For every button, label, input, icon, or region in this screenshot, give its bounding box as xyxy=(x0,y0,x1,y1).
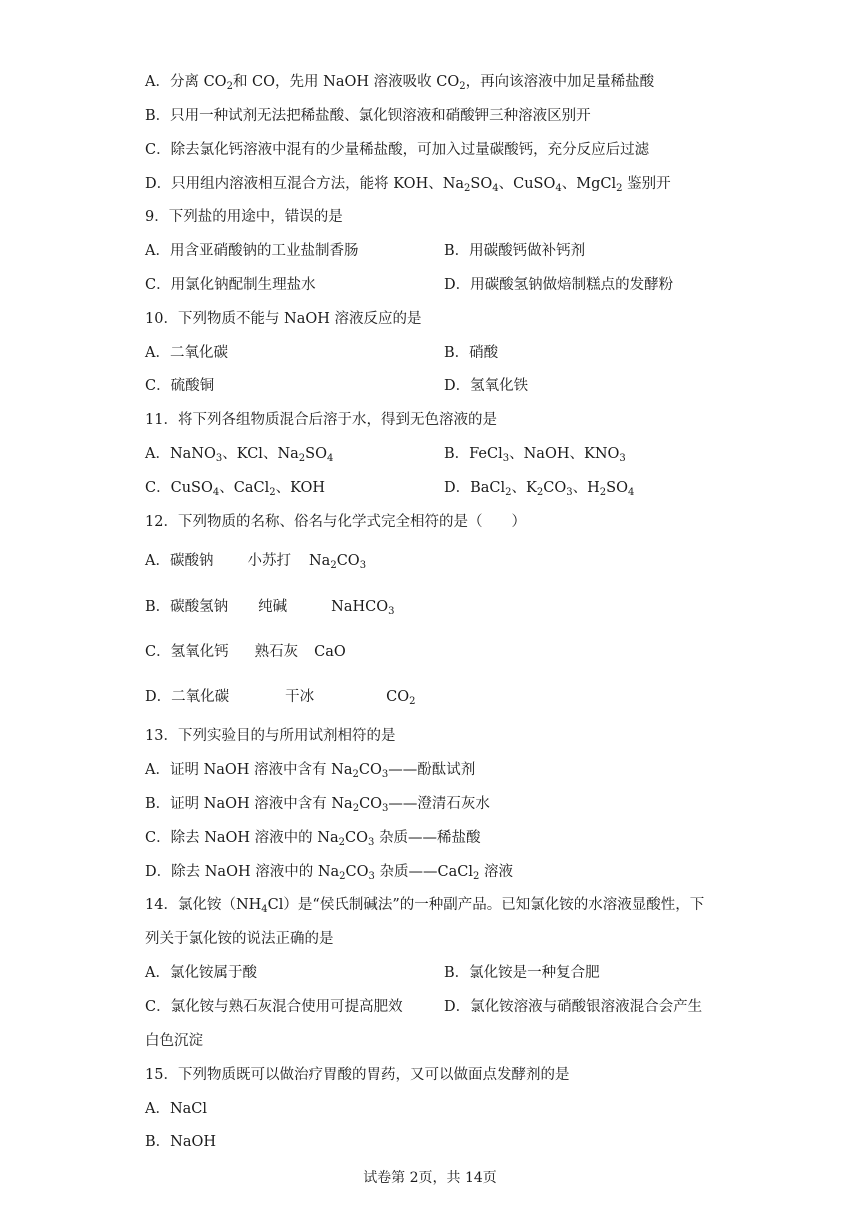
page-footer: 试卷第 2页，共 14页 xyxy=(363,1170,497,1186)
q12-option-d: D．二氧化碳 干冰 $CO_2$ xyxy=(145,689,416,707)
q12-option-a: A．碳酸钠 小苏打 $Na_2CO_3$ xyxy=(145,553,367,571)
q11-option-a: A．NaNO$_3$、KCl、$Na_2SO_4$ xyxy=(145,446,334,464)
q9-option-a: A．用含亚硝酸钠的工业盐制香肠 xyxy=(145,243,359,259)
q11-option-c: C．CuSO$_4$、CaCl$_2$、KOH xyxy=(145,480,326,498)
q15-option-a: A．NaCl xyxy=(145,1101,208,1117)
q14-option-c: C．氯化铵与熟石灰混合使用可提高肥效 xyxy=(145,999,403,1015)
q13-option-b: B．证明 NaOH 溶液中含有 $Na_2CO_3——$澄清石灰水 xyxy=(145,796,490,814)
q13-option-d: D．除去 NaOH 溶液中的 $Na_2CO_3$ 杂质——CaCl$_2$ 溶液 xyxy=(145,864,513,882)
q14-stem-line2: 列关于氯化铵的说法正确的是 xyxy=(145,931,334,947)
q8-option-b: B．只用一种试剂无法把稀盐酸、氯化钡溶液和硝酸钾三种溶液区别开 xyxy=(145,108,591,124)
q12-option-c: C．氢氧化钙 熟石灰 CaO xyxy=(145,644,346,660)
q8-option-c: C．除去氯化钙溶液中混有的少量稀盐酸，可加入过量碳酸钙，充分反应后过滤 xyxy=(145,142,650,158)
q9-option-b: B．用碳酸钙做补钙剂 xyxy=(444,243,586,259)
q14-option-d-line2: 白色沉淀 xyxy=(145,1033,203,1049)
q13-stem: 13．下列实验目的与所用试剂相符的是 xyxy=(145,728,396,744)
q8-option-d: D．只用组内溶液相互混合方法，能将 KOH、$Na_2SO_4$、CuSO$_4$、MgCl$_2$ 鉴别开 xyxy=(145,176,671,194)
q10-stem: 10．下列物质不能与 NaOH 溶液反应的是 xyxy=(145,311,422,327)
q12-option-b: B．碳酸氢钠 纯碱 NaHCO$_3$ xyxy=(145,599,395,617)
q11-stem: 11．将下列各组物质混合后溶于水，得到无色溶液的是 xyxy=(145,412,497,428)
q10-option-c: C．硫酸铜 xyxy=(145,378,215,394)
q11-option-d: D．BaCl$_2$、$K_2CO_3$、$H_2SO_4$ xyxy=(444,480,635,498)
q9-stem: 9．下列盐的用途中，错误的是 xyxy=(145,209,343,225)
q11-option-b: B．FeCl$_3$、NaOH、$KNO_3$ xyxy=(444,446,626,464)
q10-option-a: A．二氧化碳 xyxy=(145,345,228,361)
q15-stem: 15．下列物质既可以做治疗胃酸的胃药，又可以做面点发酵剂的是 xyxy=(145,1067,570,1083)
q8-option-a: A．分离 $CO_2$和 CO，先用 NaOH 溶液吸收 $CO_2$，再向该溶液中加足量稀盐酸 xyxy=(145,74,655,92)
q14-option-b: B．氯化铵是一种复合肥 xyxy=(444,965,600,981)
q13-option-c: C．除去 NaOH 溶液中的 $Na_2CO_3$ 杂质——稀盐酸 xyxy=(145,830,481,848)
q9-option-d: D．用碳酸氢钠做焙制糕点的发酵粉 xyxy=(444,277,674,293)
q9-option-c: C．用氯化钠配制生理盐水 xyxy=(145,277,316,293)
q12-stem: 12．下列物质的名称、俗名与化学式完全相符的是（ ） xyxy=(145,514,526,530)
q10-option-d: D．氢氧化铁 xyxy=(444,378,529,394)
q10-option-b: B．硝酸 xyxy=(444,345,499,361)
q14-option-a: A．氯化铵属于酸 xyxy=(145,965,257,981)
q13-option-a: A．证明 NaOH 溶液中含有 $Na_2CO_3——$酚酞试剂 xyxy=(145,762,476,780)
q15-option-b: B．NaOH xyxy=(145,1134,217,1150)
q14-stem-line1: 14．氯化铵$(NH_4Cl)$是“侯氏制碱法”的一种副产品。已知氯化铵的水溶液显酸性，下 xyxy=(145,897,705,915)
q14-option-d-line1: D．氯化铵溶液与硝酸银溶液混合会产生 xyxy=(444,999,703,1015)
